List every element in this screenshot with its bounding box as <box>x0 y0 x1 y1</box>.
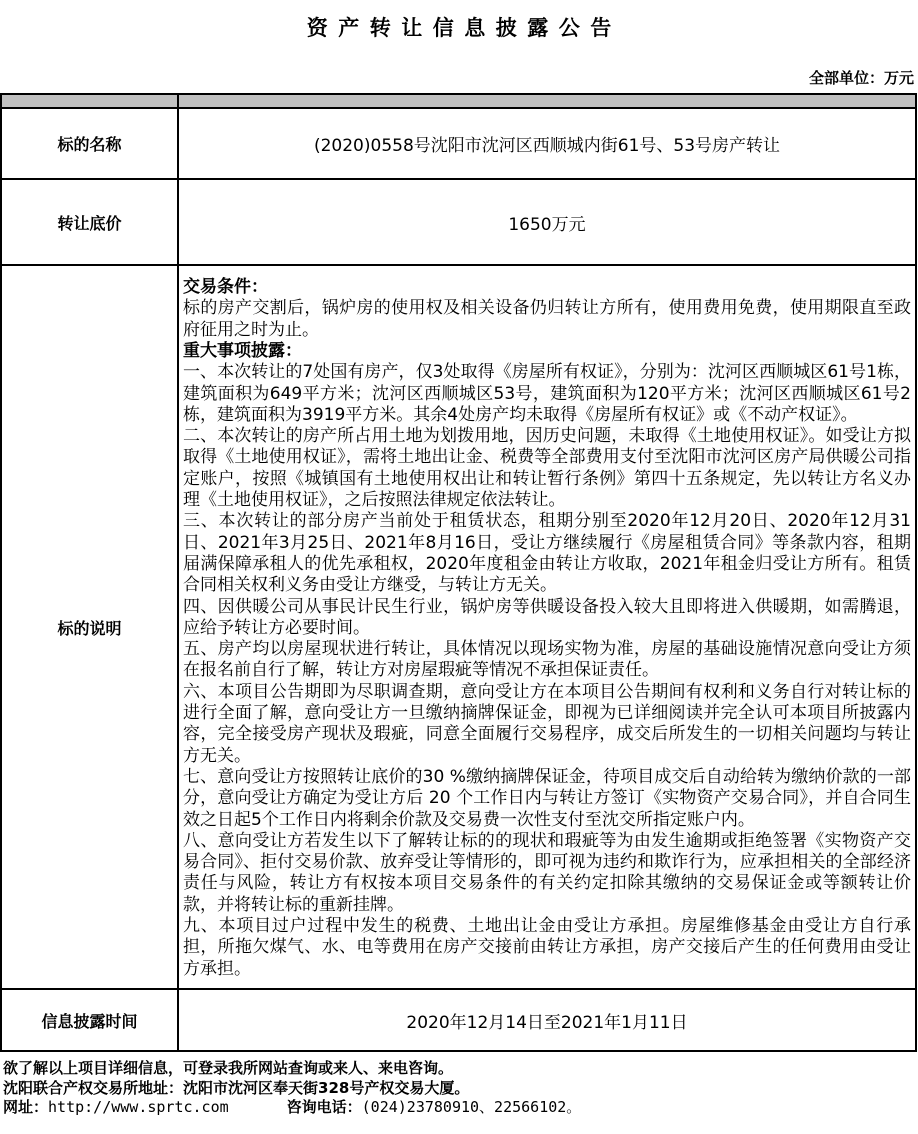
footer-contact-line <box>3 1098 918 1118</box>
description-paragraph: 九、本项目过户过程中发生的税费、土地出让金由受让方承担。房屋维修基金由受让方自行承担，所拖欠煤气、水、电等费用在房产交接前由转让方承担，房产交接后产生的任何费用由受让方承担。 <box>183 916 911 979</box>
footer-info-line: 欲了解以上项目详细信息，可登录我所网站查询或来人、来电咨询。 <box>3 1059 454 1077</box>
page-title: 资产转让信息披露公告 <box>306 16 622 40</box>
description-paragraph: 五、房产均以房屋现状进行转让，具体情况以现场实物为准，房屋的基础设施情况意向受让方须在报名前自行了解，转让方对房屋瑕疵等情况不承担保证责任。 <box>183 639 911 681</box>
subject-name-label: 标的名称 <box>1 108 178 179</box>
disclosure-period-label: 信息披露时间 <box>1 989 178 1051</box>
description-paragraph: 六、本项目公告期即为尽职调查期，意向受让方在本项目公告期间有权利和义务自行对转让标的进行全面了解，意向受让方一旦缴纳摘牌保证金，即视为已详细阅读并完全认可本项目所披露内容，完全接受房产现状及瑕疵，同意全面履行交易程序，成交后所发生的一切相关问题均与转让方无关。 <box>183 681 911 766</box>
table-row-disclosure-period <box>1 989 916 1051</box>
footer-address-line: 沈阳联合产权交易所地址：沈阳市沈河区奉天街328号产权交易大厦。 <box>3 1078 470 1097</box>
phone-label: 咨询电话： <box>286 1098 362 1116</box>
table-header-row <box>1 94 916 108</box>
table-row-floor-price <box>1 179 916 265</box>
description-heading: 交易条件： <box>183 277 268 298</box>
description-paragraph: 标的房产交割后，锅炉房的使用权及相关设备仍归转让方所有，使用费用免费，使用期限直至政府征用之时为止。 <box>183 298 911 340</box>
unit-note: 全部单位：万元 <box>808 69 914 87</box>
subject-description-label: 标的说明 <box>1 265 178 989</box>
description-paragraph: 三、本次转让的部分房产当前处于租赁状态，租期分别至2020年12月20日、2020年12月31日、2021年3月25日、2021年8月16日，受让方继续履行《房屋租赁合同》等条款内容，租期届满保障承租人的优先承租权，2020年度租金由转让方收取，2021年租金归受让方所有。租赁合同相关权利义务由受让方继受，与转让方无关。 <box>183 511 911 596</box>
floor-price-value: 1650万元 <box>178 179 916 265</box>
subject-description-cell <box>178 265 916 989</box>
description-paragraph: 七、意向受让方按照转让底价的30 %缴纳摘牌保证金，待项目成交后自动给转为缴纳价款的一部分，意向受让方确定为受让方后 20 个工作日内与转让方签订《实物资产交易合同》，并自合同生效之日起5个工作日内将剩余价款及交易费一次性支付至沈交所指定账户内。 <box>183 766 911 830</box>
disclosure-period-value: 2020年12月14日至2021年1月11日 <box>178 989 916 1051</box>
phone-numbers: (024)23780910、22566102。 <box>361 1098 582 1116</box>
header-cell-left <box>1 94 178 108</box>
website-label: 网址： <box>3 1098 49 1116</box>
table-row-subject-name <box>1 108 916 179</box>
header-cell-right <box>178 94 916 108</box>
description-paragraph: 四、因供暖公司从事民计民生行业，锅炉房等供暖设备投入较大且即将进入供暖期，如需腾退，应给予转让方必要时间。 <box>183 596 911 638</box>
table-row-subject-description <box>1 265 916 989</box>
floor-price-label: 转让底价 <box>1 179 178 265</box>
subject-name-value: (2020)0558号沈阳市沈河区西顺城内街61号、53号房产转让 <box>178 108 916 179</box>
description-content <box>183 277 911 980</box>
description-paragraph: 一、本次转让的7处国有房产，仅3处取得《房屋所有权证》，分别为：沈河区西顺城区61号1栋，建筑面积为649平方米；沈河区西顺城区53号，建筑面积为120平方米；沈河区西顺城区61号2栋，建筑面积为3919平方米。其余4处房产均未取得《房屋所有权证》或《不动产权证》。 <box>183 362 911 425</box>
description-paragraph: 八、意向受让方若发生以下了解转让标的的现状和瑕疵等为由发生逾期或拒绝签署《实物资产交易合同》、拒付交易价款、放弃受让等情形的，即可视为违约和欺诈行为，应承担相关的全部经济责任与风险，转让方有权按本项目交易条件的有关约定扣除其缴纳的交易保证金或等额转让价款，并将转让标的重新挂牌。 <box>183 830 911 915</box>
footer <box>0 1052 918 1118</box>
disclosure-table <box>0 93 917 1052</box>
website-url: http://www.sprtc.com <box>48 1098 229 1116</box>
description-paragraph: 二、本次转让的房产所占用土地为划拨用地，因历史问题，未取得《土地使用权证》。如受让方拟取得《土地使用权证》，需将土地出让金、税费等全部费用支付至沈阳市沈河区房产局供暖公司指定账户，按照《城镇国有土地使用权出让和转让暂行条例》第四十五条规定，先以转让方名义办理《土地使用权证》，之后按照法律规定依法转让。 <box>183 426 911 511</box>
description-heading: 重大事项披露： <box>183 340 302 361</box>
